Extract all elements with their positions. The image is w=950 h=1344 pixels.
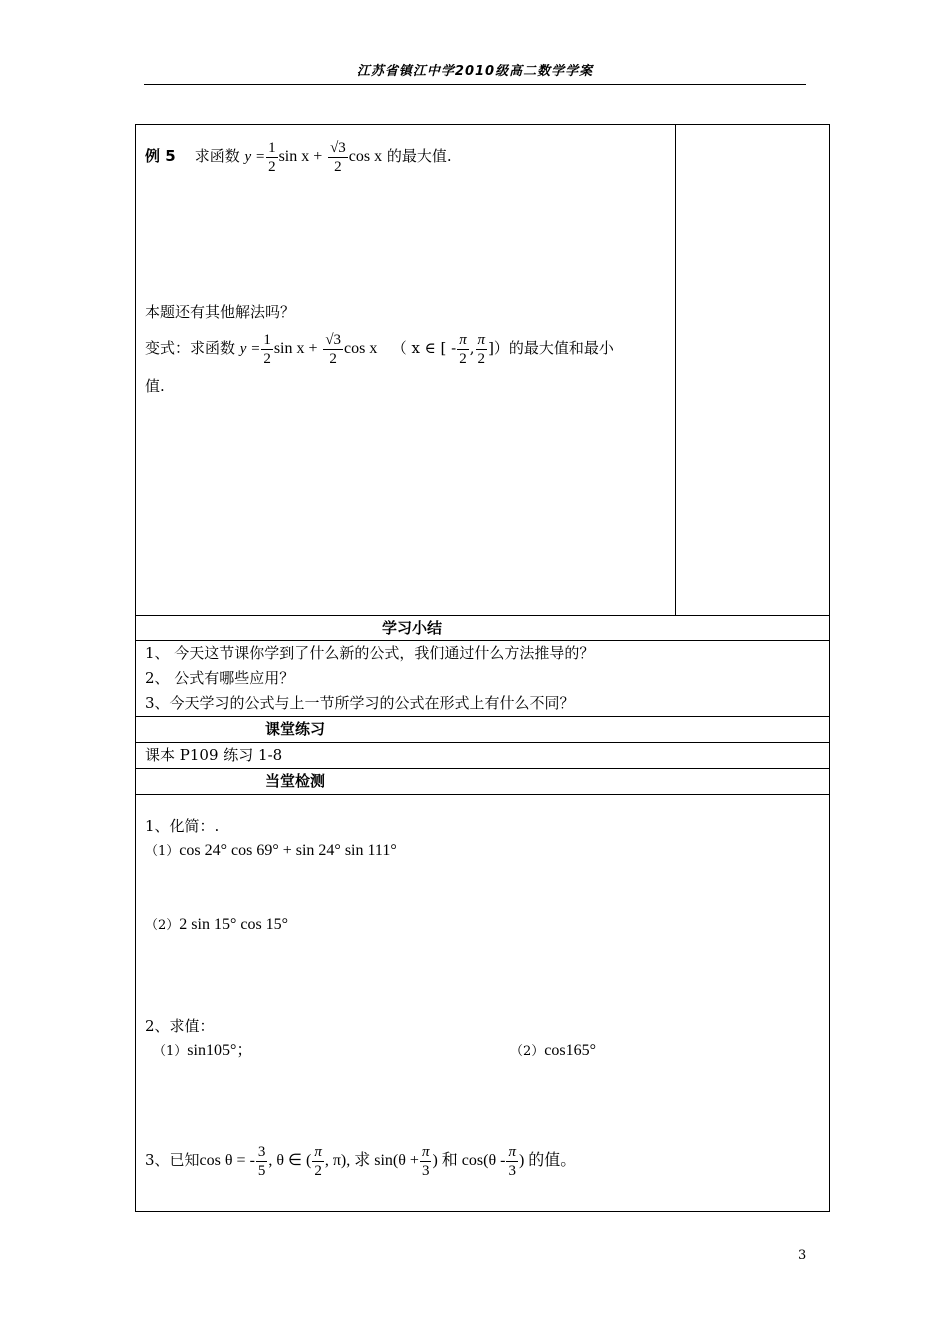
example5-suffix: 的最大值. (386, 147, 452, 165)
test-q1-1-expr: cos 24° cos 69° + sin 24° sin 111° (179, 842, 397, 859)
summary-title: 学习小结 (382, 619, 443, 637)
test-title: 当堂检测 (265, 772, 326, 790)
summary-item-2: 2、 公式有哪些应用？ (145, 669, 295, 687)
test-q2-2-expr: cos165° (544, 1042, 597, 1059)
example-side-divider (675, 124, 676, 616)
fraction-sqrt3-half: $\frac{√3}{2}$ (330, 139, 346, 175)
example5-y: y = (244, 149, 266, 165)
variation-prefix: 变式：求函数 (145, 339, 236, 357)
example5-cos: cos x (348, 148, 383, 165)
practice-title: 课堂练习 (265, 720, 326, 738)
test-q1: 1、化简：. (145, 817, 220, 835)
page-number: 3 (798, 1248, 807, 1263)
test-q1-2-expr: 2 sin 15° cos 15° (179, 916, 289, 933)
other-method-question: 本题还有其他解法吗？ (145, 303, 296, 321)
page-header: 江苏省镇江中学2010级高二数学学案 (356, 64, 594, 79)
test-q2-1: （1）sin105°； (153, 1042, 253, 1059)
test-q1-2: （2）2 sin 15° cos 15° (145, 916, 289, 933)
summary-item-1: 1、 今天这节课你学到了什么新的公式，我们通过什么方法推导的？ (145, 644, 595, 662)
variation-line: 变式：求函数 y = $\frac{1}{2}$ sin x + $\frac{√3}{2}$ cos x （ x ∈ [ - $\frac{\pi}{2}$ , $\frac{\pi}{2}$ ]）的最大值和最小 (145, 331, 614, 367)
practice-content: 课本 P109 练习 1-8 (145, 746, 283, 764)
test-q2: 2、求值： (145, 1017, 215, 1035)
variation-line2: 值. (145, 377, 165, 395)
summary-item-3: 3、今天学习的公式与上一节所学习的公式在形式上有什么不同？ (145, 694, 575, 712)
test-q2-1-expr: sin105°； (187, 1042, 253, 1059)
variation-domain-open: （ x ∈ [ - (391, 339, 457, 357)
fraction-half: $\frac{1}{2}$ (268, 139, 276, 175)
test-q2-2: （2）cos165° (510, 1042, 597, 1059)
example5-prefix: 求函数 (194, 147, 240, 165)
test-q3: 3、已知cos θ = - $\frac{3}{5}$ , θ ∈ ( $\frac{\pi}{2}$ , π), 求 sin(θ + $\frac{\pi}{3}$ ) 和 cos(θ - $\frac{\pi}{3}$ ) 的值。 (145, 1143, 577, 1179)
example5-label: 例 5 (145, 147, 176, 165)
example5-line (145, 134, 452, 178)
test-q1-1: （1）cos 24° cos 69° + sin 24° sin 111° (145, 842, 397, 859)
header-rule (144, 84, 806, 85)
example5-sin: sin x + (278, 148, 323, 165)
variation-domain-close: ]）的最大值和最小 (488, 339, 614, 357)
